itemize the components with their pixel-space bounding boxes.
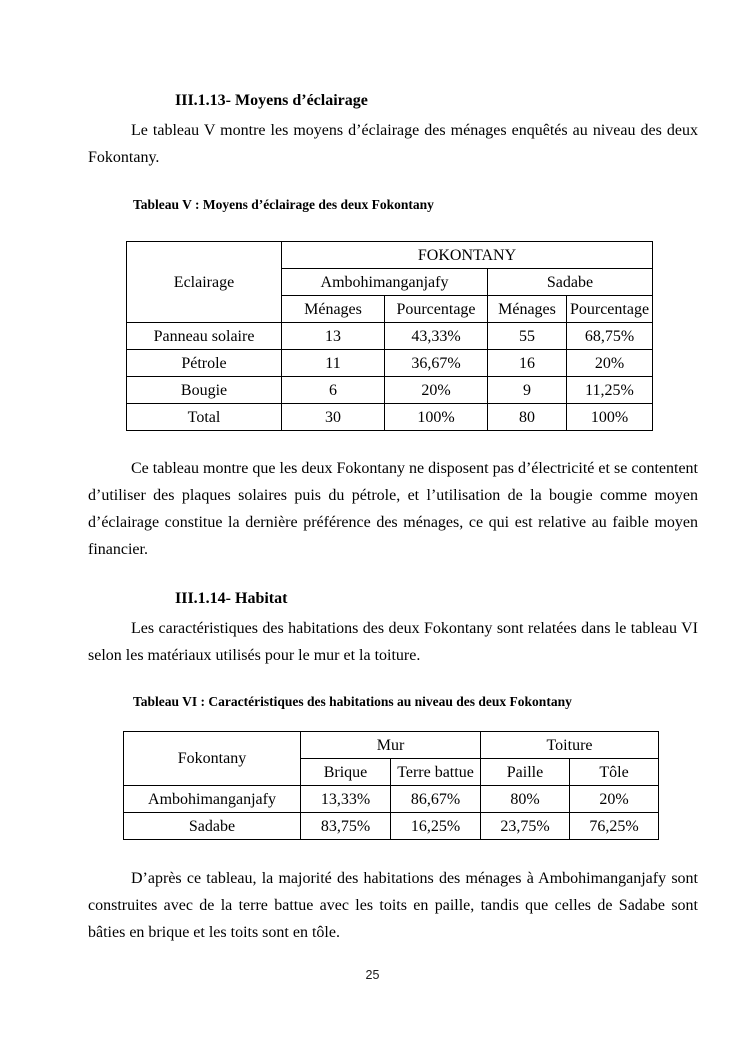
table-cell-subgroup: Sadabe <box>488 269 653 296</box>
page-number: 25 <box>365 968 380 982</box>
table-row <box>127 377 653 404</box>
table-cell-measure: Ménages <box>282 296 385 323</box>
table-cell-value: 80 <box>488 404 567 431</box>
table-cell-subgroup: Ambohimanganjafy <box>282 269 488 296</box>
section-heading-eclairage: III.1.13- Moyens d’éclairage <box>175 92 368 109</box>
table-cell-measure: Terre battue <box>391 759 481 786</box>
table-row <box>127 350 653 377</box>
table-cell-label: Sadabe <box>124 813 301 840</box>
table-cell-measure: Pourcentage <box>385 296 488 323</box>
table-cell-value: 20% <box>567 350 653 377</box>
table-row <box>124 786 659 813</box>
table-cell-value: 11 <box>282 350 385 377</box>
paragraph-eclairage-intro: Le tableau V montre les moyens d’éclairage des ménages enquêtés au niveau des deux Fokontany. <box>88 122 698 166</box>
table-cell-label: Pétrole <box>127 350 282 377</box>
table-cell-value: 16,25% <box>391 813 481 840</box>
table-cell-value: 20% <box>570 786 659 813</box>
table-cell-value: 20% <box>385 377 488 404</box>
table-cell-label: Ambohimanganjafy <box>124 786 301 813</box>
table-cell-group-header: Mur <box>301 732 481 759</box>
table-v-caption: Tableau V : Moyens d’éclairage des deux Fokontany <box>133 197 434 212</box>
table-cell-value: 9 <box>488 377 567 404</box>
table-cell-value: 30 <box>282 404 385 431</box>
table-cell-row-dimension: Eclairage <box>127 242 282 323</box>
table-row <box>127 242 653 269</box>
table-cell-group-header: Toiture <box>481 732 659 759</box>
table-cell-value: 23,75% <box>481 813 570 840</box>
table-cell-row-dimension: Fokontany <box>124 732 301 786</box>
table-cell-label: Bougie <box>127 377 282 404</box>
table-cell-value: 16 <box>488 350 567 377</box>
paragraph-eclairage-analysis: Ce tableau montre que les deux Fokontany ne disposent pas d’électricité et se contentent d’utiliser des plaques solaires puis du pétrole, et l’utilisation de la bougie comme moyen d’éclairage constitue la dernière préférence des ménages, ce qui est relative au faible moyen financier. <box>88 460 698 558</box>
table-cell-value: 6 <box>282 377 385 404</box>
table-vi-caracteristiques-habitations <box>123 731 659 840</box>
table-cell-label: Total <box>127 404 282 431</box>
table-cell-value: 100% <box>385 404 488 431</box>
table-cell-value: 55 <box>488 323 567 350</box>
table-cell-measure: Tôle <box>570 759 659 786</box>
table-row <box>124 813 659 840</box>
table-row <box>124 732 659 759</box>
table-vi-caption: Tableau VI : Caractéristiques des habitations au niveau des deux Fokontany <box>133 694 572 709</box>
table-cell-measure: Pourcentage <box>567 296 653 323</box>
table-cell-value: 68,75% <box>567 323 653 350</box>
table-cell-value: 11,25% <box>567 377 653 404</box>
section-heading-habitat: III.1.14- Habitat <box>175 590 288 607</box>
table-cell-measure: Ménages <box>488 296 567 323</box>
table-row <box>127 404 653 431</box>
table-cell-value: 80% <box>481 786 570 813</box>
table-cell-value: 13 <box>282 323 385 350</box>
table-cell-measure: Paille <box>481 759 570 786</box>
table-cell-value: 36,67% <box>385 350 488 377</box>
table-cell-value: 100% <box>567 404 653 431</box>
table-cell-group-header: FOKONTANY <box>282 242 653 269</box>
table-cell-value: 13,33% <box>301 786 391 813</box>
paragraph-habitat-intro: Les caractéristiques des habitations des deux Fokontany sont relatées dans le tableau VI selon les matériaux utilisés pour le mur et la toiture. <box>88 620 698 664</box>
table-row <box>127 323 653 350</box>
table-cell-value: 83,75% <box>301 813 391 840</box>
page-content <box>88 0 698 946</box>
table-cell-measure: Brique <box>301 759 391 786</box>
table-cell-value: 76,25% <box>570 813 659 840</box>
table-cell-value: 86,67% <box>391 786 481 813</box>
table-v-moyens-eclairage <box>126 241 653 431</box>
paragraph-habitat-analysis: D’après ce tableau, la majorité des habitations des ménages à Ambohimanganjafy sont construites avec de la terre battue avec les toits en paille, tandis que celles de Sadabe sont bâties en brique et les toits sont en tôle. <box>88 870 698 941</box>
table-cell-label: Panneau solaire <box>127 323 282 350</box>
table-cell-value: 43,33% <box>385 323 488 350</box>
